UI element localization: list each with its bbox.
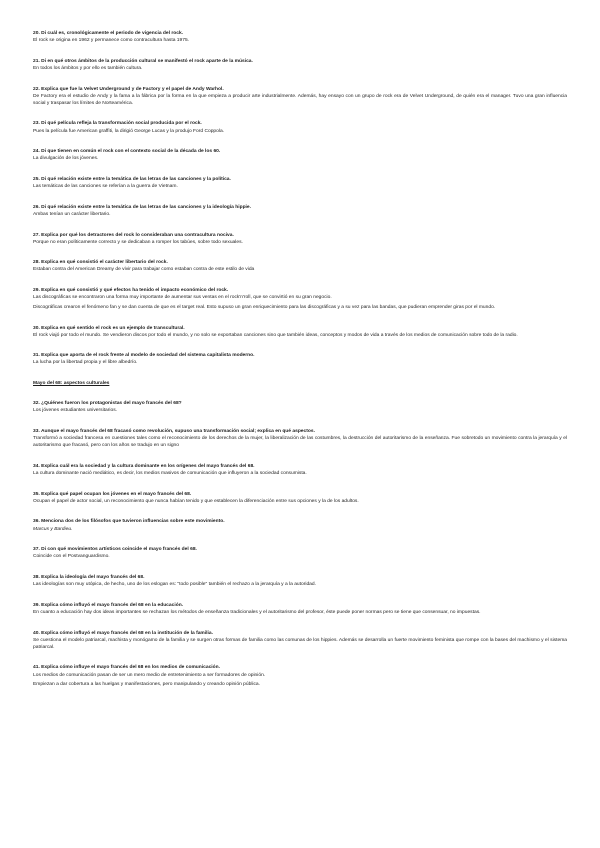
qa-item: [33, 630, 567, 651]
qa-item: [33, 400, 567, 414]
answer: La cultura dominante nació mediático, es decir, los medios masivos de comunicación que influyeron a la sociedad consumista.: [33, 471, 307, 476]
qa-item: [33, 58, 567, 72]
qa-item: [33, 546, 567, 560]
question: 24. Di que tienen en común el rock con el contexto social de la década de los 60.: [33, 149, 221, 155]
qa-item: [33, 491, 567, 505]
question: 41. Explica cómo influye el mayo francés del 68 en los medios de comunicación.: [33, 665, 220, 671]
question: 30. Explica en qué sentido el rock es un ejemplo de transcultural.: [33, 325, 185, 331]
answer: El rock se origina en 1962 y permanece como contracultura hasta 1975.: [33, 38, 190, 44]
answer: El rock viajó por todo el mundo. Se vendieron discos por todo el mundo, y no solo se exportaban canciones sino que también ideas, conceptos y modos de vida a través de los medios de comunicación sobre todo de la radio.: [33, 332, 518, 338]
question: 34. Explica cuál era la sociedad y la cultura dominante en los orígenes del mayo francés del 68.: [33, 463, 255, 469]
answer: Coincide con el Postvanguardismo.: [33, 554, 110, 560]
answer: Las discográficas se encontraron una forma muy importante de aumentar sus ventas en el rock'n'roll, que se convirtió en su gran negocio.: [33, 295, 332, 301]
section-title: Mayo del 68: aspectos culturales: [33, 381, 110, 387]
question: 29. Explica en qué consistió y qué efectos ha tenido el impacto económico del rock.: [33, 288, 229, 294]
question: 25. Di qué relación existe entre la temática de las letras de las canciones y la política.: [33, 177, 231, 182]
qa-item: [33, 352, 567, 366]
question: 40. Explica cómo influyó el mayo francés del 68 en la institución de la familia.: [33, 630, 213, 636]
answer: Pues la película fue American graffiti, la dirigió George Lucas y la produjo Ford Coppola.: [33, 128, 225, 134]
question-list-mayo-68: [33, 400, 567, 688]
question: 36. Menciona dos de los filósofos que tuvieron influencias sobre este movimiento.: [33, 519, 225, 525]
question-list-rock: [33, 30, 567, 367]
question: 26. Di qué relación existe entre la temática de las letras de las canciones y la ideología hippie.: [33, 204, 251, 210]
answer: Porque no eran políticamente correcto y se dedicaban a romper los tabúes, sobre todo sexuales.: [33, 239, 243, 245]
qa-item: [33, 664, 567, 688]
qa-item: [33, 30, 567, 44]
answer: Discográficas crearon el fenómeno fan y se dan cuenta de que es el target real. Esto supuso un gran enriquecimiento para las discográficas y a su vez para las bandas, que pudieran emprender giras por el mundo.: [33, 304, 496, 310]
qa-item: [33, 463, 567, 477]
question: 22. Explica que fue la Velvet Underground y de Factory y el papel de Andy Warhol.: [33, 86, 224, 92]
answer: En todos los ámbitos y por ello es también cultura.: [33, 65, 143, 71]
qa-item: [33, 287, 567, 311]
qa-item: [33, 325, 567, 339]
qa-item: [33, 232, 567, 246]
qa-item: [33, 120, 567, 134]
qa-item: [33, 259, 567, 273]
qa-item: [33, 518, 567, 532]
qa-item: [33, 574, 567, 588]
answer: Las ideologías son muy utópica, de hecho, uno de los eslogan es: "todo posible" también el rechazo a la jerarquía y a la autoridad.: [33, 582, 316, 588]
answer: Estaban contra del American Dreamy de vivir para trabajar como estaban contra de este estilo de vida: [33, 267, 255, 273]
question: 35. Explica qué papel ocupan los jóvenes en el mayo francés del 68.: [33, 491, 192, 497]
answer: Los jóvenes estudiantes universitarios.: [33, 408, 118, 414]
question: 37. Di con qué movimientos artísticos coincide el mayo francés del 68.: [33, 547, 197, 553]
qa-item: [33, 176, 567, 190]
answer: Marcus y Bardieu.: [33, 526, 73, 532]
question: 31. Explica que aporta de el rock frente al modelo de sociedad del sistema capitalista moderno.: [33, 353, 255, 359]
answer: De Factory era el estudio de Andy y la fama a la fábrica por la forma en la que empieza a producir arte industrialmente. Además, hay ensayo con un grupo de rock era de Velvet Underground, de quién era el manager. Tuvo una gran influencia social y traspasar los límites de Norteamérica.: [33, 93, 567, 106]
question: 38. Explica la ideología del mayo francés del 68.: [33, 575, 145, 581]
question: 32. ¿Quiénes fueron los protagonistas del mayo francés del 68?: [33, 401, 182, 407]
answer: La lucha por la libertad propia y el libre albedrío.: [33, 360, 138, 366]
qa-item: [33, 86, 567, 107]
answer: Se cuestiona el modelo patriarcal, machista y monógamo de la familia y se surgen otras formas de familia como las comunas de los hippies. Además se desarrolla un fuerte movimiento feminista que rompe con la bases del machismo y el sistema patriarcal.: [33, 637, 567, 650]
question: 28. Explica en qué consistió el carácter libertario del rock.: [33, 260, 168, 266]
answer: Empiezan a dar cobertura a las huelgas y manifestaciones, pero manipulando y creando opinión pública.: [33, 682, 261, 688]
answer: Los medios de comunicación pasan de ser un mero medio de entretenimiento a ser formadores de opinión.: [33, 672, 266, 678]
answer: Ambas tenían un carácter libertario.: [33, 211, 111, 217]
qa-item: [33, 428, 567, 449]
answer: La divulgación de los jóvenes.: [33, 156, 99, 162]
question: 21. Di en qué otros ámbitos de la producción cultural se manifestó el rock aparte de la música.: [33, 58, 253, 64]
qa-item: [33, 148, 567, 162]
answer: Ocupan el papel de actor social, un reconocimiento que nunca habían tenido y que establecen la diferenciación entre sus opciones y la de los adultos.: [33, 498, 359, 504]
question: 20. Di cuál es, cronológicamente el periodo de vigencia del rock.: [33, 31, 184, 36]
qa-item: [33, 204, 567, 218]
answer: Las temáticas de las canciones se referían a la guerra de Vietnam.: [33, 184, 178, 190]
question: 39. Explica cómo influyó el mayo francés del 68 en la educación.: [33, 602, 184, 608]
question: 23. Di qué película refleja la transformación social producida por el rock.: [33, 121, 202, 127]
question: 27. Explica por qué los detractores del rock lo consideraban una contracultura nociva.: [33, 232, 234, 238]
answer: Transformó a sociedad francesa en cuestiones tales como el reconocimiento de los derechos de la mujer, la liberalización de las costumbres, la destrucción del autoritarismo de la enseñanza. Fue sobretodo un movimiento contra la jerarquía y el autoritarismo que fracasó, pero con los años se tradujo en un signo: [33, 436, 567, 449]
question: 33. Aunque el mayo francés del 68 fracasó como revolución, supuso una transformación social; explica en qué aspectos.: [33, 429, 315, 435]
qa-item: [33, 602, 567, 616]
answer: En cuanto a educación hay dos ideas importantes se rechazan los métodos de enseñanza tradicionales y el autoritarismo del profesor, éste puede poner normas pero se tiene que consensuar, no impuestas.: [33, 609, 481, 615]
